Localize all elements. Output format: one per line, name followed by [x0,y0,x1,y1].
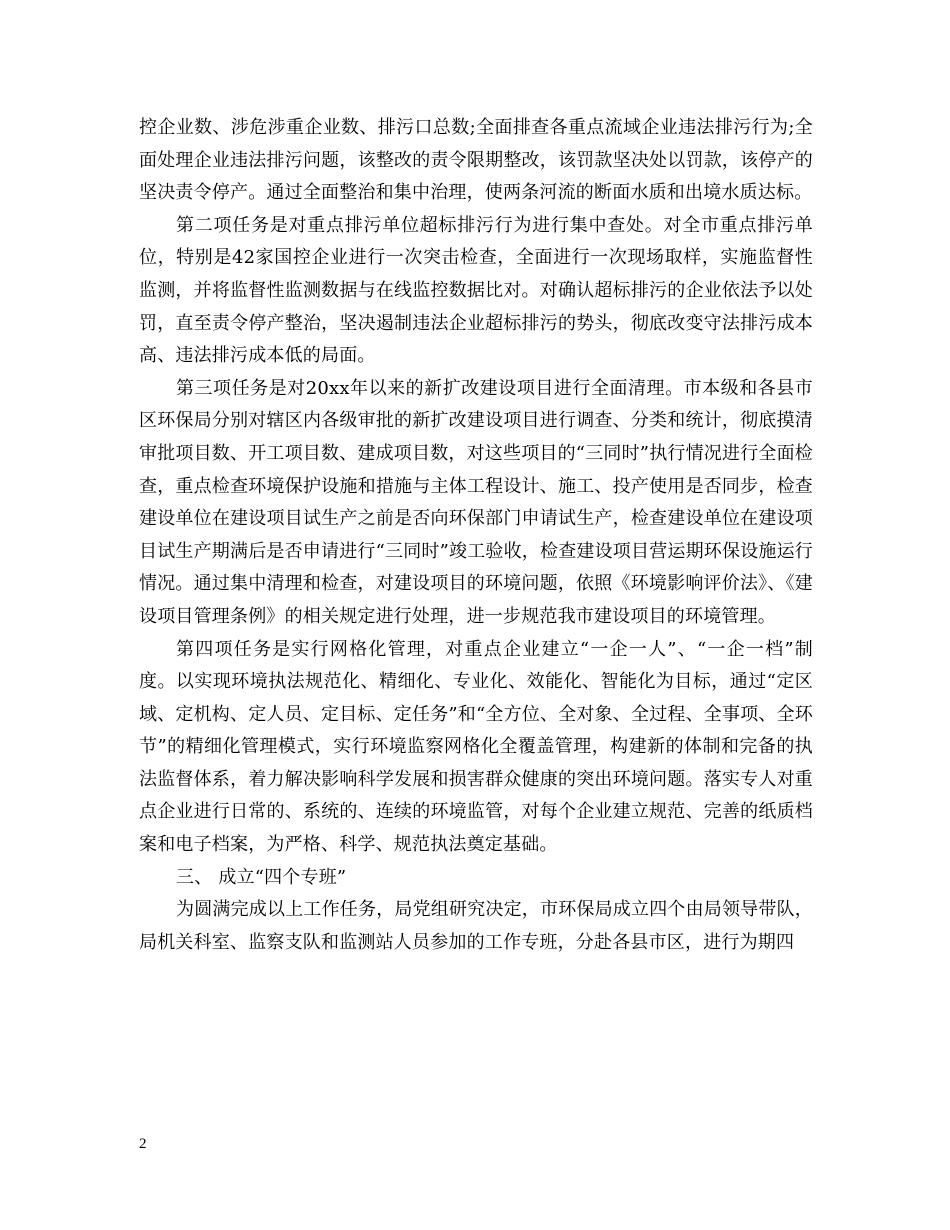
paragraph-continuation: 控企业数、涉危涉重企业数、排污口总数;全面排查各重点流域企业违法排污行为;全面处理企业违法排污问题，该整改的责令限期整改，该罚款坚决处以罚款，该停产的坚决责令停产。通过全面整治和集中治理，使两条河流的断面水质和出境水质达标。 [139,117,813,204]
paragraph-work-groups: 为圆满完成以上工作任务，局党组研究决定，市环保局成立四个由局领导带队，局机关科室、监察支队和监测站人员参加的工作专班，分赴各县市区，进行为期四 [139,899,813,953]
paragraph-task-two: 第二项任务是对重点排污单位超标排污行为进行集中查处。对全市重点排污单位，特别是42家国控企业进行一次突击检查，全面进行一次现场取样，实施监督性监测，并将监督性监测数据与在线监控数据比对。对确认超标排污的企业依法予以处罚，直至责令停产整治，坚决遏制违法企业超标排污的势头，彻底改变守法排污成本高、违法排污成本低的局面。 [139,214,813,367]
document-body [139,112,813,959]
page-number: 2 [139,1136,147,1152]
paragraph-task-three: 第三项任务是对20xx年以来的新扩改建设项目进行全面清理。市本级和各县市区环保局分别对辖区内各级审批的新扩改建设项目进行调查、分类和统计，彻底摸清审批项目数、开工项目数、建成项目数，对这些项目的“三同时”执行情况进行全面检查，重点检查环境保护设施和措施与主体工程设计、施工、投产使用是否同步，检查建设单位在建设项目试生产之前是否向环保部门申请试生产，检查建设单位在建设项目试生产期满后是否申请进行“三同时”竣工验收，检查建设项目营运期环保设施运行情况。通过集中清理和检查，对建设项目的环境问题，依照《环境影响评价法》、《建设项目管理条例》的相关规定进行处理，进一步规范我市建设项目的环境管理。 [139,377,814,627]
section-heading: 三、 成立“四个专班” [176,866,347,888]
paragraph-task-four: 第四项任务是实行网格化管理，对重点企业建立“一企一人”、“一企一档”制度。以实现环境执法规范化、精细化、专业化、效能化、智能化为目标，通过“定区域、定机构、定人员、定目标、定任务”和“全方位、全对象、全过程、全事项、全环节”的精细化管理模式，实行环境监察网格化全覆盖管理，构建新的体制和完备的执法监督体系，着力解决影响科学发展和损害群众健康的突出环境问题。落实专人对重点企业进行日常的、系统的、连续的环境监管，对每个企业建立规范、完善的纸质档案和电子档案，为严格、科学、规范执法奠定基础。 [139,638,814,856]
